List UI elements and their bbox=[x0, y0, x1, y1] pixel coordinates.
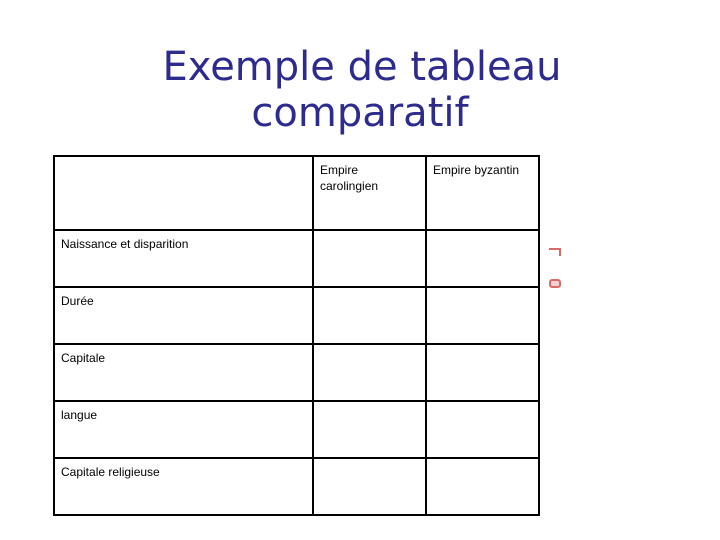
row-label: Naissance et disparition bbox=[54, 230, 313, 287]
slide-title bbox=[0, 44, 720, 136]
table-cell bbox=[313, 287, 426, 344]
header-cell-carolingian: Empire carolingien bbox=[313, 156, 426, 230]
table-cell bbox=[426, 287, 539, 344]
table-header-row bbox=[54, 156, 539, 230]
table-row bbox=[54, 230, 539, 287]
table-cell bbox=[426, 401, 539, 458]
table-cell bbox=[313, 344, 426, 401]
table-cell bbox=[426, 344, 539, 401]
row-label: langue bbox=[54, 401, 313, 458]
table-cell bbox=[313, 458, 426, 515]
table-cell bbox=[313, 230, 426, 287]
comparison-table bbox=[53, 155, 540, 516]
table-cell bbox=[426, 458, 539, 515]
table-row bbox=[54, 401, 539, 458]
slide-title-line-1: Exemple de tableau bbox=[162, 44, 562, 90]
table-row bbox=[54, 458, 539, 515]
table-row bbox=[54, 287, 539, 344]
header-cell-byzantine: Empire byzantin bbox=[426, 156, 539, 230]
table-cell bbox=[313, 401, 426, 458]
slide-title-line-2: comparatif bbox=[251, 90, 469, 136]
table-cell bbox=[426, 230, 539, 287]
row-label: Capitale bbox=[54, 344, 313, 401]
table-row bbox=[54, 344, 539, 401]
decorative-mark bbox=[549, 248, 561, 256]
row-label: Capitale religieuse bbox=[54, 458, 313, 515]
decorative-mark bbox=[549, 279, 561, 288]
row-label: Durée bbox=[54, 287, 313, 344]
header-cell-empty bbox=[54, 156, 313, 230]
